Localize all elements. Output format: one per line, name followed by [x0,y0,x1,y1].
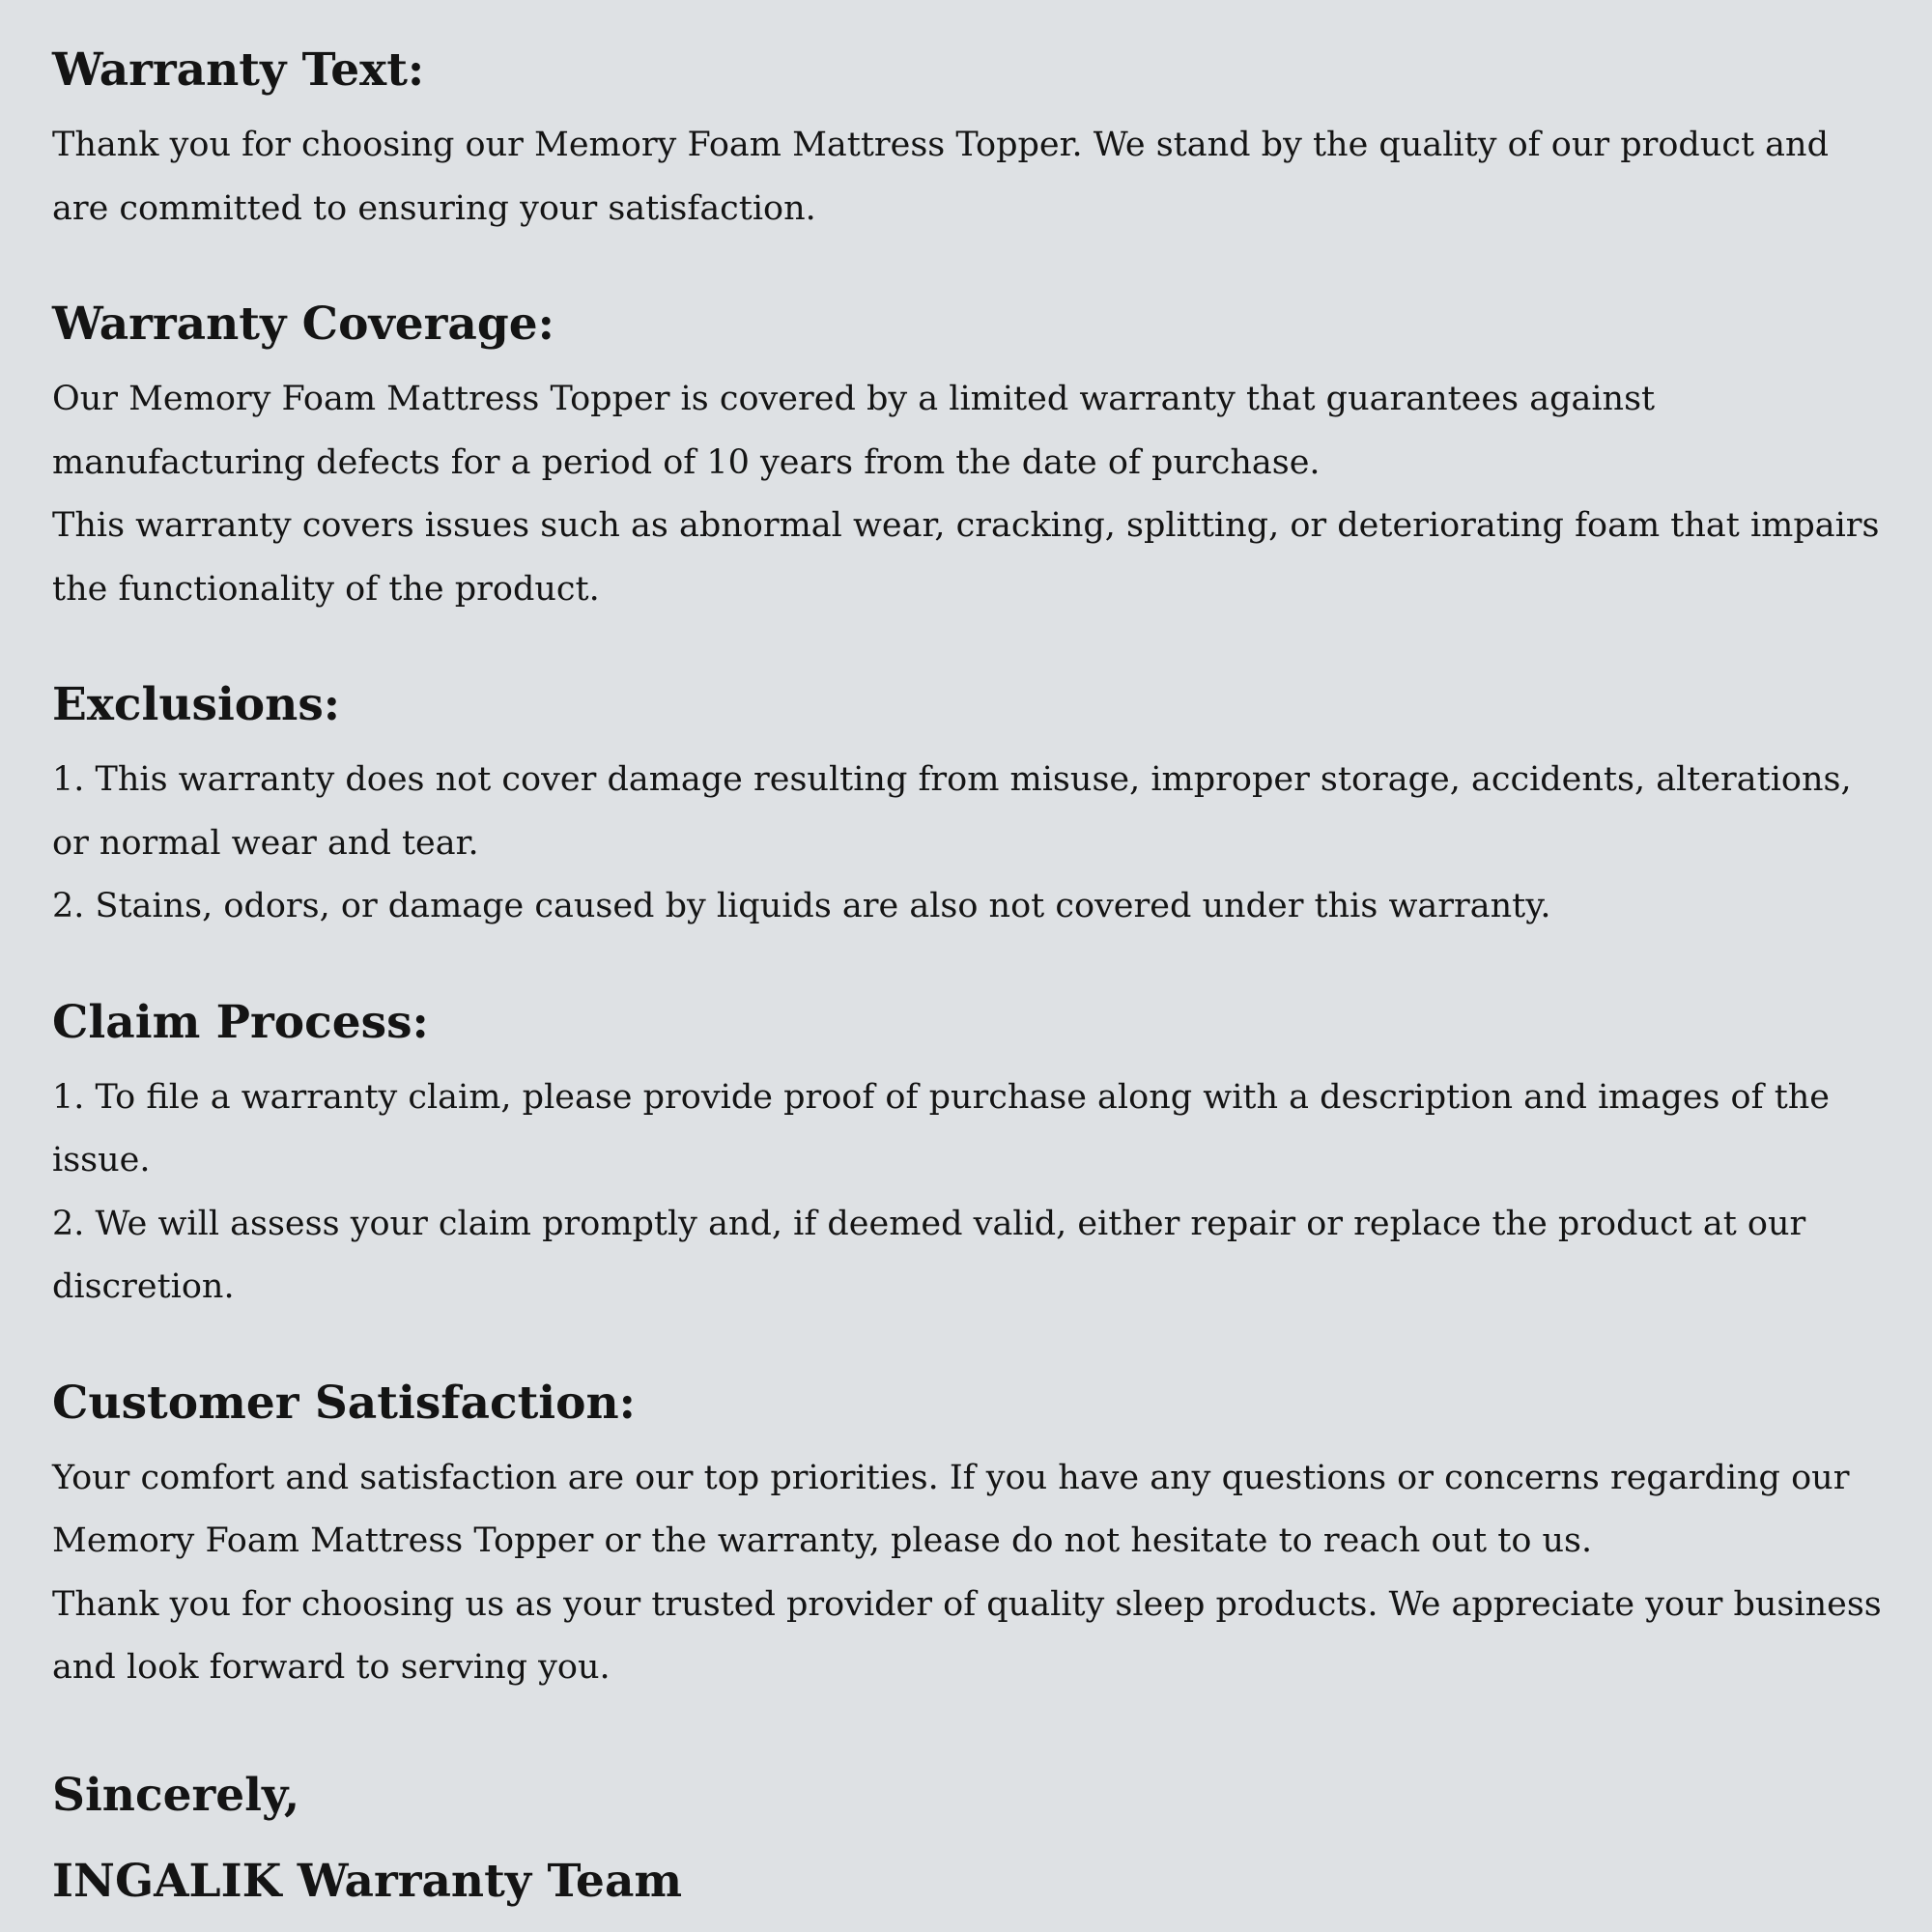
section-paragraph: This warranty covers issues such as abnormal wear, cracking, splitting, or deteriorating foam that impairs the functionality of the product. [52,506,1880,609]
section-paragraph: 1. This warranty does not cover damage resulting from misuse, improper storage, accidents, alterations, or normal wear and tear. [52,760,1852,863]
section-heading: Customer Satisfaction: [52,1376,637,1430]
closing-signature: INGALIK Warranty Team [52,1854,683,1908]
section-heading: Claim Process: [52,995,429,1049]
section-claim-process [52,991,1880,1320]
closing-block [52,1752,1880,1924]
section-paragraph: 1. To file a warranty claim, please provide proof of purchase along with a description and images of the issue. [52,1077,1831,1179]
section-customer-satisfaction [52,1372,1880,1700]
section-paragraph: Your comfort and satisfaction are our top priorities. If you have any questions or concerns regarding our Memory Foam Mattress Topper or the warranty, please do not hesitate to reach out to us. [52,1458,1850,1560]
section-paragraph: 2. We will assess your claim promptly and, if deemed valid, either repair or replace the product at our discretion. [52,1204,1806,1306]
section-heading: Warranty Text: [52,43,425,97]
section-heading: Exclusions: [52,678,341,731]
section-warranty-coverage [52,293,1880,621]
closing-salutation: Sincerely, [52,1768,300,1822]
section-paragraph: 2. Stains, odors, or damage caused by liquids are also not covered under this warranty. [52,887,1551,925]
section-heading: Warranty Coverage: [52,298,554,351]
section-warranty-text [52,39,1880,241]
section-paragraph: Thank you for choosing our Memory Foam Mattress Topper. We stand by the quality of our product and are committed to ensuring your satisfaction. [52,126,1829,228]
section-paragraph: Our Memory Foam Mattress Topper is covered by a limited warranty that guarantees against manufacturing defects for a period of 10 years from the date of purchase. [52,380,1656,482]
section-paragraph: Thank you for choosing us as your trusted provider of quality sleep products. We appreciate your business and look forward to serving you. [52,1584,1882,1687]
section-exclusions [52,673,1880,939]
